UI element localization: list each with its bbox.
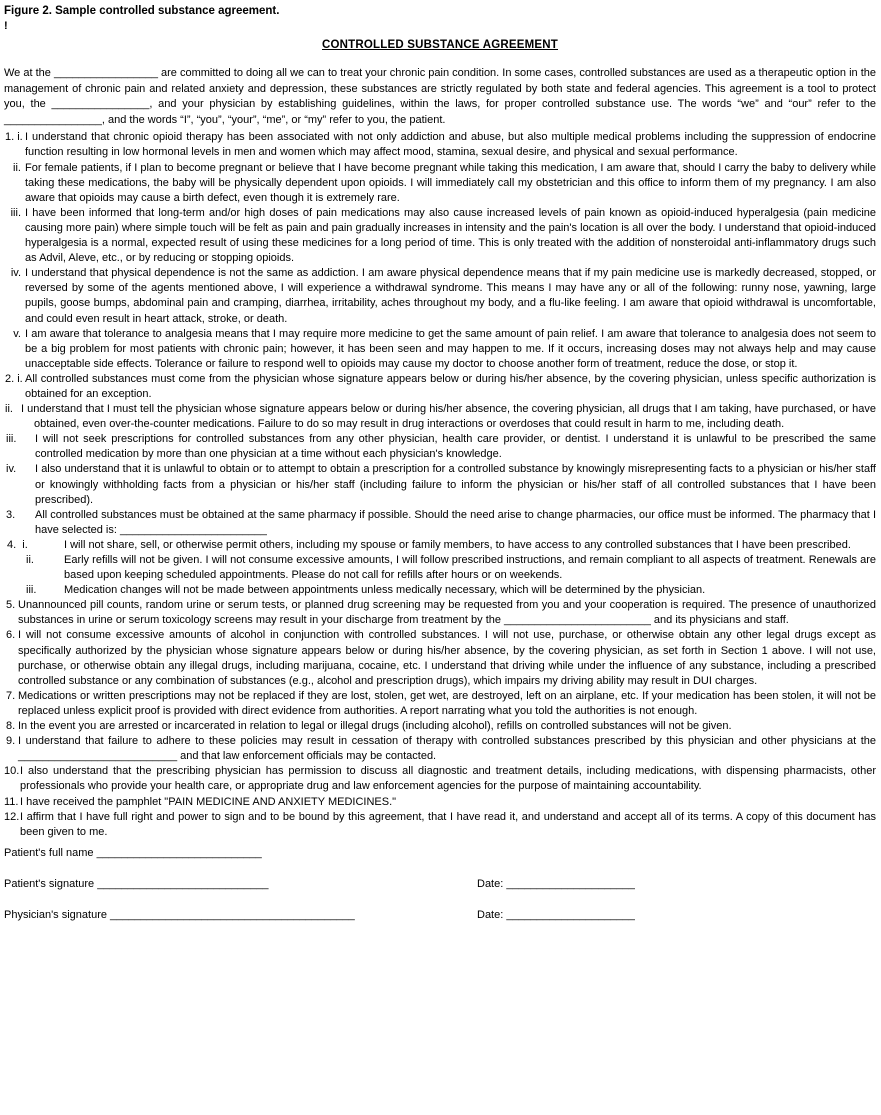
item-text: I have been informed that long-term and/or high doses of pain medications may also cause increased levels of pain known as opioid-induced hyperalgesia (pain medicine causing more pain) where simple touch will be felt as pain and pain gradually increases in intensity and the pain's location is all over the body. I understand that opioid-induced hyperalgesia is a normal, expected result of using these medicines for a long period of time. This is only treated with the addition of nonsteroidal anti-inflammatory drugs such as Advil, Aleve, etc., or by reducing or stopping opioids. bbox=[25, 206, 876, 265]
item-text: I understand that chronic opioid therapy has been associated with not only addiction and abuse, but also multiple medical problems including the suppression of endocrine function resulting in low hormonal levels in men and women which may affect mood, stamina, sexual desire, and physical and sexual performance. bbox=[25, 131, 876, 159]
item-text: I will not seek prescriptions for controlled substances from any other physician, health care provider, or dentist. I understand it is unlawful to be prescribed the same controlled medication by more than one physician at a time without each physician's knowledge. bbox=[35, 433, 876, 461]
patient-name-label: Patient's full name ___________________________ bbox=[4, 846, 262, 859]
patient-signature-date-line: Date: _____________________ bbox=[477, 877, 635, 890]
item-marker: iii. bbox=[6, 433, 17, 446]
item-marker: 8. bbox=[6, 720, 16, 733]
agreement-item-1-iii bbox=[4, 206, 876, 266]
item-text: I will not consume excessive amounts of alcohol in conjunction with controlled substances. I will not use, purchase, or otherwise obtain any other legal drugs except as specifically authorized by the physician whose signature appears below or during his/her absence, by the covering physician, as set forth in Section 1 above. I will not use, purchase, or otherwise obtain any illegal drugs, including marijuana, cocaine, etc. I understand that driving while under the influence of any substance, including a prescribed controlled substance or any combination of substances (e.g., alcohol and prescription drugs), which impairs my driving ability may result in DUI charges. bbox=[18, 629, 876, 687]
item-text: I affirm that I have full right and power to sign and to be bound by this agreement, that I have read it, and understand and accept all of its terms. A copy of this document has been given to me. bbox=[20, 810, 876, 838]
agreement-item-4-i bbox=[4, 538, 876, 553]
item-marker: 9. bbox=[6, 735, 16, 748]
agreement-item-2-iv bbox=[4, 462, 876, 507]
item-marker: 7. bbox=[6, 689, 16, 702]
agreement-item-5 bbox=[4, 598, 876, 628]
item-marker: 6. bbox=[6, 629, 16, 642]
agreement-item-1-v bbox=[4, 327, 876, 372]
item-text: For female patients, if I plan to become pregnant or believe that I have become pregnant while taking this medication, I am aware that, should I carry the baby to delivery while taking these medications, the baby will be physically dependent upon opioids. I will immediately call my obstetrician and this office to inform them of my pregnancy. I am also aware that opioids may cause a birth defect, even though it is extremely rare. bbox=[25, 161, 876, 204]
intro-paragraph: We at the _________________ are committed to doing all we can to treat your chronic pain condition. In some cases, controlled substances are used as a therapeutic option in the management of chronic pain and related anxiety and depression, these substances are strictly regulated by both state and federal agencies. This agreement is a tool to protect you, the ________________, and your physician by establishing guidelines, within the laws, for proper controlled substance use. The words “we” and “our” refer to the ________________, and the words “I”, “you”, “your”, “me”, or “my” refer to you, the patient. bbox=[4, 67, 876, 126]
item-text: Medications or written prescriptions may not be replaced if they are lost, stolen, get wet, are destroyed, left on an airplane, etc. If your medication has been stolen, it will not be replaced unless explicit proof is provided with direct evidence from authorities. A report narrating what you told the authorities is not enough. bbox=[18, 689, 876, 717]
agreement-item-9 bbox=[4, 734, 876, 764]
item-text: I will not share, sell, or otherwise permit others, including my spouse or family members, to have access to any controlled substances that I have been prescribed. bbox=[64, 538, 851, 551]
item-text: I understand that failure to adhere to these policies may result in cessation of therapy with controlled substances prescribed by this physician and other physicians at the __________________________ and that law enforcement officials may be contacted. bbox=[18, 735, 876, 763]
item-marker: v. bbox=[13, 327, 21, 340]
item-marker: ii. bbox=[13, 161, 21, 174]
item-marker: 2. i. bbox=[5, 372, 23, 385]
agreement-item-6 bbox=[4, 628, 876, 688]
figure-caption: Figure 2. Sample controlled substance agreement. bbox=[4, 5, 280, 17]
item-marker: iii. bbox=[26, 584, 37, 597]
agreement-item-4-iii bbox=[4, 583, 876, 598]
document-title: CONTROLLED SUBSTANCE AGREEMENT bbox=[322, 39, 558, 51]
item-text: I am aware that tolerance to analgesia means that I may require more medicine to get the same amount of pain relief. I am aware that tolerance to analgesia does not seem to be a big problem for most patients with chronic pain; however, it has been seen and may happen to me. If it occurs, increasing doses may not always help and may cause unacceptable side effects. Tolerance or failure to respond well to opioids may cause my doctor to choose another form of treatment, reduce the dose, or stop it. bbox=[25, 327, 876, 370]
patient-signature-line bbox=[4, 877, 876, 893]
agreement-item-4-ii bbox=[4, 553, 876, 583]
item-text: I also understand that it is unlawful to obtain or to attempt to obtain a prescription for a controlled substance by knowingly misrepresenting facts to a physician or his/her staff or knowingly withholding facts from a physician or his/her staff (including failure to inform the physician or his/her staff of all controlled substances that I have been prescribed). bbox=[35, 463, 876, 506]
agreement-item-2-i bbox=[4, 372, 876, 402]
agreement-item-8 bbox=[4, 719, 876, 734]
item-text: All controlled substances must come from the physician whose signature appears below or during his/her absence, by the covering physician, unless specific authorization is obtained for an exception. bbox=[25, 372, 876, 400]
item-marker: 3. bbox=[6, 508, 16, 521]
item-marker: 12. bbox=[4, 810, 20, 823]
patient-name-line bbox=[4, 846, 876, 862]
agreement-item-2-iii bbox=[4, 432, 876, 462]
item-marker: ii. bbox=[5, 403, 13, 416]
agreement-items bbox=[4, 130, 876, 839]
item-marker: 5. bbox=[6, 599, 16, 612]
agreement-item-1-i bbox=[4, 130, 876, 160]
physician-signature-date-line: Date: _____________________ bbox=[477, 908, 635, 921]
item-text: I understand that physical dependence is not the same as addiction. I am aware physical dependence means that if my pain medicine use is markedly decreased, stopped, or reversed by some of the agents mentioned above, I will experience a withdrawal syndrome. This means I may have any or all of the following: runny nose, yawning, large pupils, goose bumps, abdominal pain and cramping, diarrhea, irritability, aches throughout my body, and a flu-like feeling. I am aware that opioid withdrawal is uncomfortable, and could even result in heart attack, stroke, or death. bbox=[25, 267, 876, 325]
agreement-item-1-ii bbox=[4, 161, 876, 206]
item-text: All controlled substances must be obtained at the same pharmacy if possible. Should the need arise to change pharmacies, our office must be informed. The pharmacy that I have selected is: ________________________ bbox=[35, 508, 876, 536]
item-marker: ii. bbox=[26, 554, 34, 566]
physician-signature-label: Physician's signature ________________________________________ bbox=[4, 908, 355, 921]
item-text: I understand that I must tell the physician whose signature appears below or during his/her absence, the covering physician, all drugs that I am taking, have purchased, or have obtained, even over-the-counter medications. Failure to do so may result in drug interactions or overdoses that could result in harm to me, including death. bbox=[21, 403, 876, 431]
item-marker: 4. i. bbox=[7, 538, 28, 551]
item-marker: iv. bbox=[10, 267, 21, 280]
signature-block bbox=[4, 846, 876, 924]
agreement-item-7 bbox=[4, 689, 876, 719]
agreement-item-3 bbox=[4, 508, 876, 538]
agreement-item-10 bbox=[4, 764, 876, 794]
physician-signature-line bbox=[4, 908, 876, 924]
item-marker: 10. bbox=[4, 765, 20, 778]
item-marker: iii. bbox=[10, 206, 21, 219]
item-text: Medication changes will not be made between appointments unless medically necessary, which will be determined by the physician. bbox=[64, 584, 706, 597]
agreement-item-12 bbox=[4, 810, 876, 840]
agreement-item-11 bbox=[4, 795, 876, 810]
patient-signature-label: Patient's signature ____________________________ bbox=[4, 877, 269, 890]
item-text: Unannounced pill counts, random urine or serum tests, or planned drug screening may be requested from you and your cooperation is required. The presence of unauthorized substances in urine or serum toxicology screens may result in your discharge from treatment by the ________________________ and its physicians and staff. bbox=[18, 599, 876, 627]
item-text: I have received the pamphlet "PAIN MEDICINE AND ANXIETY MEDICINES." bbox=[20, 795, 397, 808]
item-marker: iv. bbox=[6, 463, 17, 476]
agreement-item-1-iv bbox=[4, 266, 876, 326]
item-marker: 1. i. bbox=[5, 131, 23, 144]
item-marker: 11. bbox=[4, 795, 19, 808]
agreement-item-2-ii bbox=[4, 402, 876, 432]
item-text: In the event you are arrested or incarcerated in relation to legal or illegal drugs (including alcohol), refills on controlled substances will not be given. bbox=[18, 720, 732, 733]
exclamation-mark: ! bbox=[4, 20, 8, 32]
item-text: Early refills will not be given. I will not consume excessive amounts, I will follow prescribed instructions, and remain compliant to all aspects of treatment. Renewals are based upon keeping scheduled appointments. Please do not call for refills after hours or on weekends. bbox=[64, 554, 876, 582]
item-text: I also understand that the prescribing physician has permission to discuss all diagnostic and treatment details, including medications, with dispensing pharmacists, other professionals who provide your health care, or appropriate drug and law enforcement agencies for the purpose of maintaining accountability. bbox=[20, 765, 876, 793]
